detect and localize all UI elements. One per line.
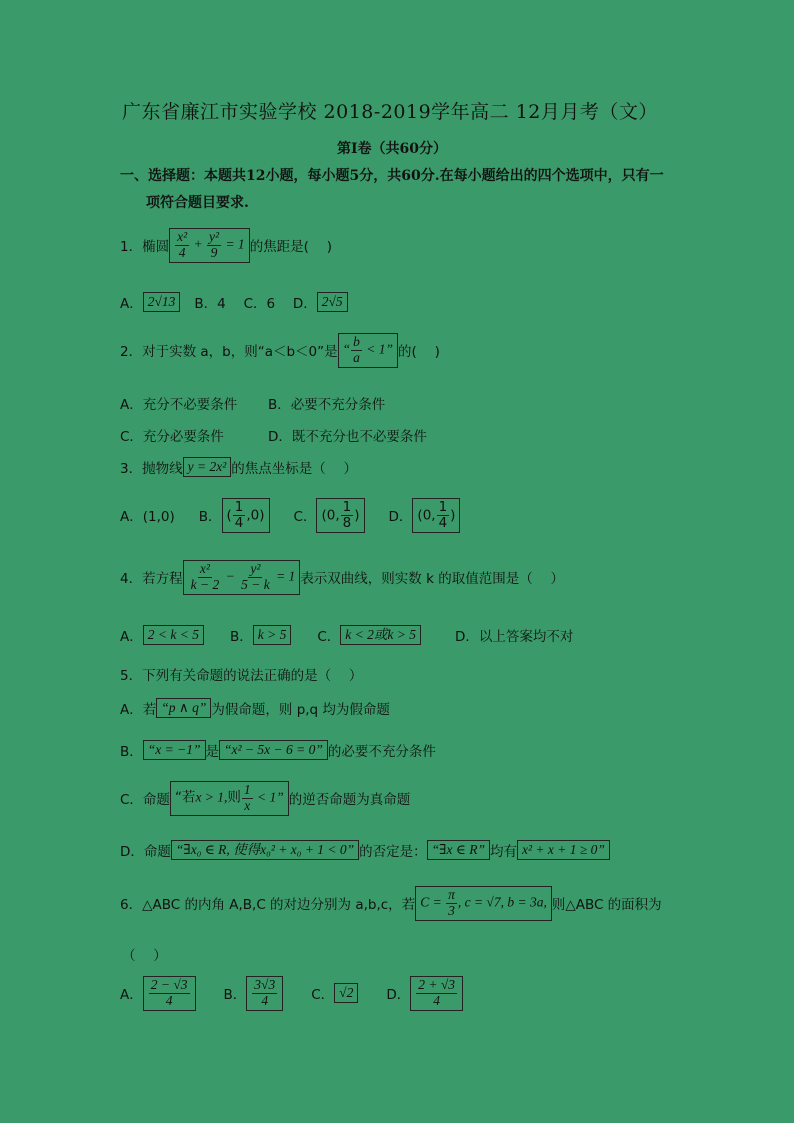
- question-6-option-a-value: $\frac{2 - √3}{4}$: [143, 976, 196, 1011]
- question-3-option-b-label: B．: [198, 509, 222, 526]
- question-5-option-d-label: D．命题: [120, 844, 171, 861]
- question-5-option-b-formula-2: “x² − 5x − 6 = 0”: [219, 740, 328, 760]
- question-6-option-d-value: $\frac{2 + √3}{4}$: [410, 976, 463, 1011]
- question-4: [120, 560, 564, 595]
- question-5-option-d-formula-1: “∃x₀ ∈ R, 使得x₀² + x₀ + 1 < 0”: [171, 840, 359, 860]
- question-5-option-b-text: 的必要不充分条件: [327, 744, 436, 761]
- question-5-option-c: [120, 781, 410, 816]
- question-4-option-c-value: k < 2或k > 5: [340, 625, 421, 645]
- option-d-value: 2√5: [317, 292, 348, 312]
- question-4-option-c-label: C．: [317, 629, 341, 646]
- question-2-formula: “ $\frac{b}{a}$ < 1”: [338, 333, 398, 368]
- question-6-stem: 6．△ABC 的内角 A,B,C 的对边分别为 a,b,c，若: [120, 897, 416, 914]
- question-2-option-a: A．充分不必要条件: [120, 397, 238, 413]
- question-5-option-c-text: 的逆否命题为真命题: [288, 792, 411, 809]
- question-4-tail: 表示双曲线，则实数 k 的取值范围是（ ）: [300, 571, 565, 588]
- question-5-option-d-formula-2: “∃x ∈ R”: [427, 840, 490, 860]
- question-2-option-d: D．既不充分也不必要条件: [268, 429, 427, 445]
- question-3-option-d-value: (0, $\frac{1}{4}$ ): [412, 498, 460, 533]
- question-4-stem: 4．若方程: [120, 571, 183, 588]
- question-5-stem: 5．下列有关命题的说法正确的是（ ）: [120, 668, 363, 684]
- question-3-tail: 的焦点坐标是（ ）: [231, 461, 358, 478]
- question-3-formula: y = 2x²: [183, 457, 232, 477]
- question-4-option-d: D．以上答案均不对: [455, 629, 574, 646]
- part-label: 第Ⅰ卷（共60分）: [337, 141, 448, 157]
- question-3-stem: 3．抛物线: [120, 461, 183, 478]
- question-6-paren: （ ）: [122, 948, 167, 964]
- question-1-tail: 的焦距是( ): [249, 239, 333, 256]
- question-4-option-a-value: 2 < k < 5: [143, 625, 204, 645]
- question-4-option-b-value: k > 5: [253, 625, 292, 645]
- question-5-option-a-label: A．若: [120, 702, 157, 719]
- question-2-option-c: C．充分必要条件: [120, 429, 224, 445]
- question-5-option-d-connector-2: 均有: [490, 844, 517, 861]
- question-6-option-c-value: √2: [334, 983, 358, 1003]
- question-3-option-a: A．(1,0): [120, 509, 175, 526]
- option-a-label: A．: [120, 296, 143, 313]
- section-instruction-line2: 项符合题目要求.: [146, 195, 249, 211]
- question-5-option-b-connector: 是: [205, 744, 219, 761]
- question-3-option-c-label: C．: [293, 509, 317, 526]
- question-4-formula: $\frac{\text{x²}}{k - 2}$ − $\frac{\text{y²}}{5 - k}$ = 1: [183, 560, 301, 595]
- question-5-option-a-text: 为假命题，则 p,q 均为假命题: [211, 702, 390, 719]
- question-2-tail: 的( ): [398, 344, 440, 361]
- question-2-stem: 2．对于实数 a，b，则“a＜b＜0”是: [120, 344, 338, 361]
- question-5-option-c-label: C．命题: [120, 792, 170, 809]
- question-3: [120, 457, 357, 477]
- question-4-options: [120, 625, 573, 645]
- question-6: [120, 886, 662, 921]
- question-3-option-d-label: D．: [388, 509, 413, 526]
- option-a-value: 2√13: [143, 292, 181, 312]
- section-instruction-line1: 一、选择题：本题共12小题，每小题5分，共60分.在每小题给出的四个选项中，只有一: [120, 168, 664, 184]
- question-6-tail: 则△ABC 的面积为: [551, 897, 662, 914]
- question-3-option-b-value: ( $\frac{1}{4}$ ,0): [222, 498, 270, 533]
- question-4-option-b-label: B．: [229, 629, 253, 646]
- question-6-option-d-label: D．: [386, 987, 411, 1004]
- question-5-option-b: [120, 740, 436, 760]
- page-title: 广东省廉江市实验学校 2018-2019学年高二 12月月考（文）: [122, 101, 658, 123]
- question-5-option-a-formula: “p ∧ q”: [156, 698, 211, 718]
- question-5-option-d-connector: 的否定是：: [359, 844, 427, 861]
- question-2-option-b: B．必要不充分条件: [268, 397, 386, 413]
- question-4-option-a-label: A．: [120, 629, 143, 646]
- question-1-stem: 1．椭圆: [120, 239, 170, 256]
- question-6-option-b-label: B．: [223, 987, 247, 1004]
- question-5-option-d-formula-3: x² + x + 1 ≥ 0”: [517, 840, 610, 860]
- question-3-options: [120, 498, 460, 533]
- question-5-option-a: [120, 698, 390, 718]
- option-b-c-d-label: B．4 C．6 D．: [194, 296, 317, 313]
- question-1-formula: $\frac{\text{x²}}{4}$ + $\frac{\text{y²}}{9}$ = 1: [169, 228, 250, 263]
- question-2: [120, 333, 440, 368]
- question-6-formula: C = $\frac{\pi}{3}$ , c = √7, b = 3a,: [415, 886, 552, 921]
- question-1-options: [120, 292, 348, 312]
- question-1: [120, 228, 332, 263]
- question-5-option-b-formula-1: “x = −1”: [143, 740, 206, 760]
- question-6-option-c-label: C．: [311, 987, 335, 1004]
- question-5-option-c-formula: “若x > 1,则 $\frac{1}{x}$ < 1”: [170, 781, 289, 816]
- question-6-option-b-value: $\frac{3√3}{4}$: [246, 976, 283, 1011]
- question-3-option-c-value: (0, $\frac{1}{8}$ ): [316, 498, 364, 533]
- question-5-option-b-label: B．: [120, 744, 143, 761]
- question-6-option-a-label: A．: [120, 987, 143, 1004]
- question-6-options: [120, 976, 463, 1011]
- question-5-option-d: [120, 840, 610, 860]
